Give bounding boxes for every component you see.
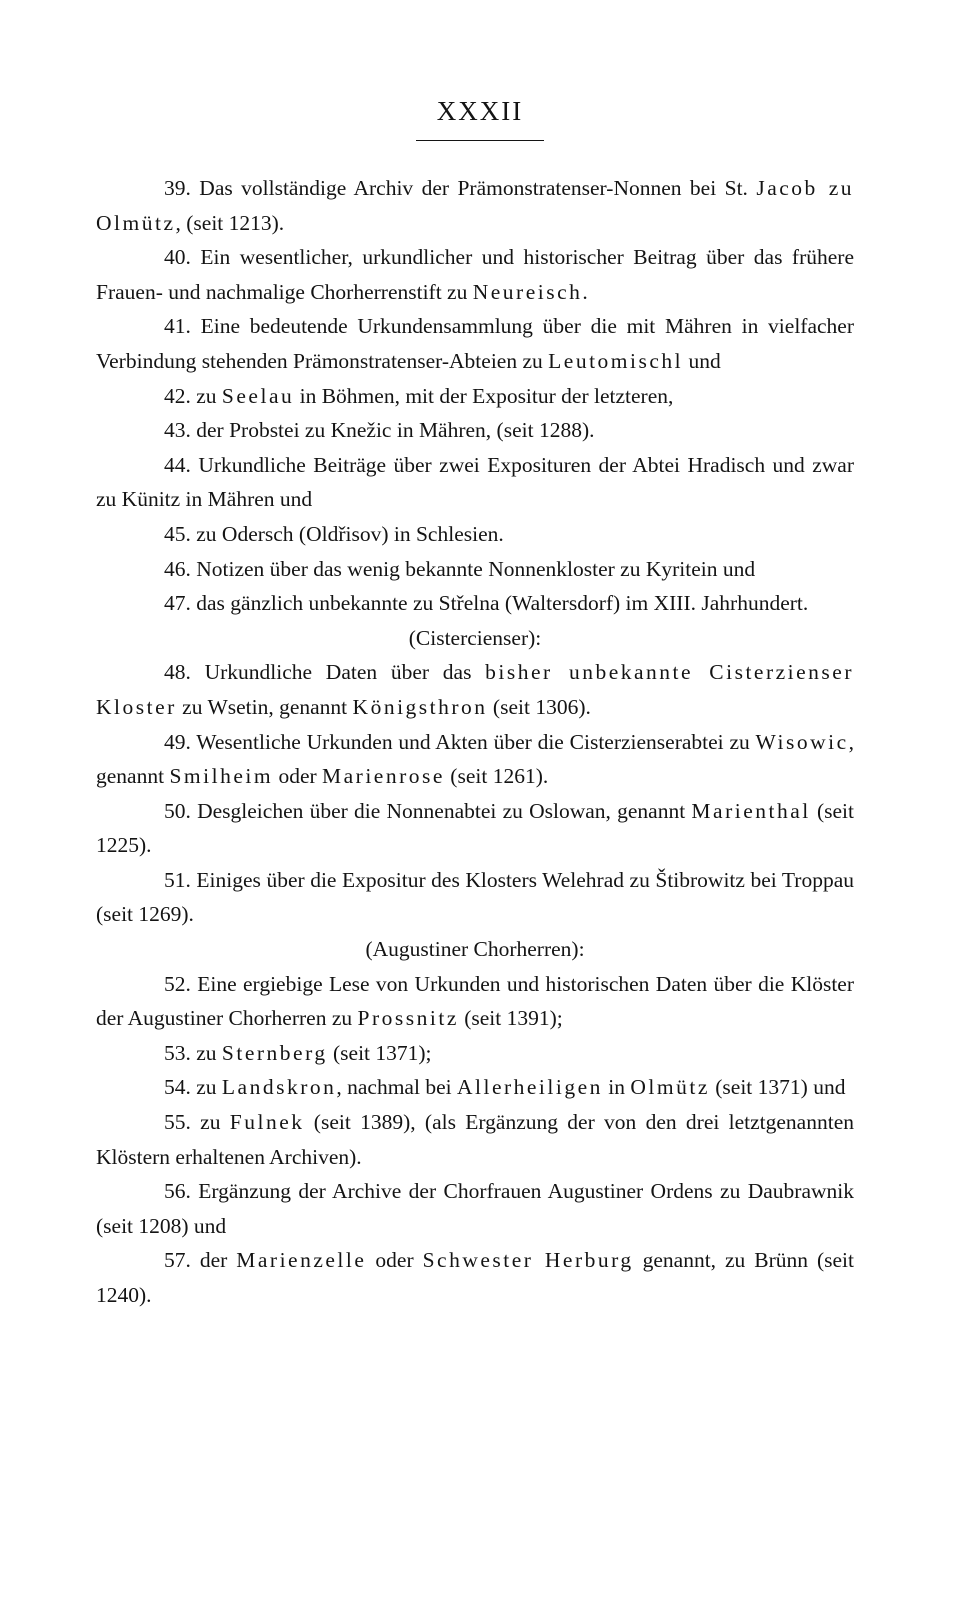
entry-41: 41. Eine bedeutende Urkundensammlung über die mit Mähren in vielfacher Verbindung stehenden Prämonstratenser-Abteien zu Leutomischl und: [96, 314, 854, 373]
document-body: [96, 171, 854, 1313]
entry-42: 42. zu Seelau in Böhmen, mit der Expositur der letzteren,: [164, 383, 674, 408]
entry-47: 47. das gänzlich unbekannte zu Střelna (Waltersdorf) im XIII. Jahrhundert.: [164, 591, 809, 616]
entry-53: 53. zu Sternberg (seit 1371);: [164, 1040, 432, 1065]
entry-52: 52. Eine ergiebige Lese von Urkunden und historischen Daten über die Klöster der Augustiner Chorherren zu Prossnitz (seit 1391);: [96, 971, 854, 1031]
entry-40: 40. Ein wesentlicher, urkundlicher und historischer Beitrag über das frühere Frauen- und nachmalige Chorherrenstift zu Neureisch.: [96, 245, 854, 304]
section-heading-augustiner: (Augustiner Chorherren):: [365, 937, 585, 962]
entry-39: 39. Das vollständige Archiv der Prämonstratenser-Nonnen bei St. Jacob zu Olmütz, (seit 1213).: [96, 176, 854, 235]
entry-56: 56. Ergänzung der Archive der Chorfrauen Augustiner Ordens zu Daubrawnik (seit 1208) und: [96, 1179, 854, 1238]
entry-49: 49. Wesentliche Urkunden und Akten über die Cisterzienserabtei zu Wisowic, genannt Smilheim oder Marienrose (seit 1261).: [96, 729, 854, 789]
header-rule: [416, 140, 544, 141]
entry-54: 54. zu Landskron, nachmal bei Allerheiligen in Olmütz (seit 1371) und: [164, 1075, 846, 1100]
entry-55: 55. zu Fulnek (seit 1389), (als Ergänzung der von den drei letztgenannten Klöstern erhaltenen Archiven).: [96, 1110, 854, 1169]
entry-51: 51. Einiges über die Expositur des Klosters Welehrad zu Štibrowitz bei Troppau (seit 1269).: [96, 867, 854, 927]
entry-57: 57. der Marienzelle oder Schwester Herburg genannt, zu Brünn (seit 1240).: [96, 1248, 855, 1307]
entry-43: 43. der Probstei zu Knežic in Mähren, (seit 1288).: [164, 418, 595, 443]
entry-48: 48. Urkundliche Daten über das bisher unbekannte Cisterzienser Kloster zu Wsetin, genannt Königsthron (seit 1306).: [96, 660, 854, 719]
entry-50: 50. Desgleichen über die Nonnenabtei zu Oslowan, genannt Marienthal (seit 1225).: [96, 798, 854, 858]
section-heading-cistercienser: (Cistercienser):: [408, 625, 542, 650]
entry-46: 46. Notizen über das wenig bekannte Nonnenkloster zu Kyritein und: [164, 556, 756, 581]
entry-45: 45. zu Odersch (Oldřisov) in Schlesien.: [164, 521, 504, 546]
entry-44: 44. Urkundliche Beiträge über zwei Exposituren der Abtei Hradisch und zwar zu Künitz in Mähren und: [96, 452, 854, 512]
page-number: XXXII: [436, 96, 524, 126]
